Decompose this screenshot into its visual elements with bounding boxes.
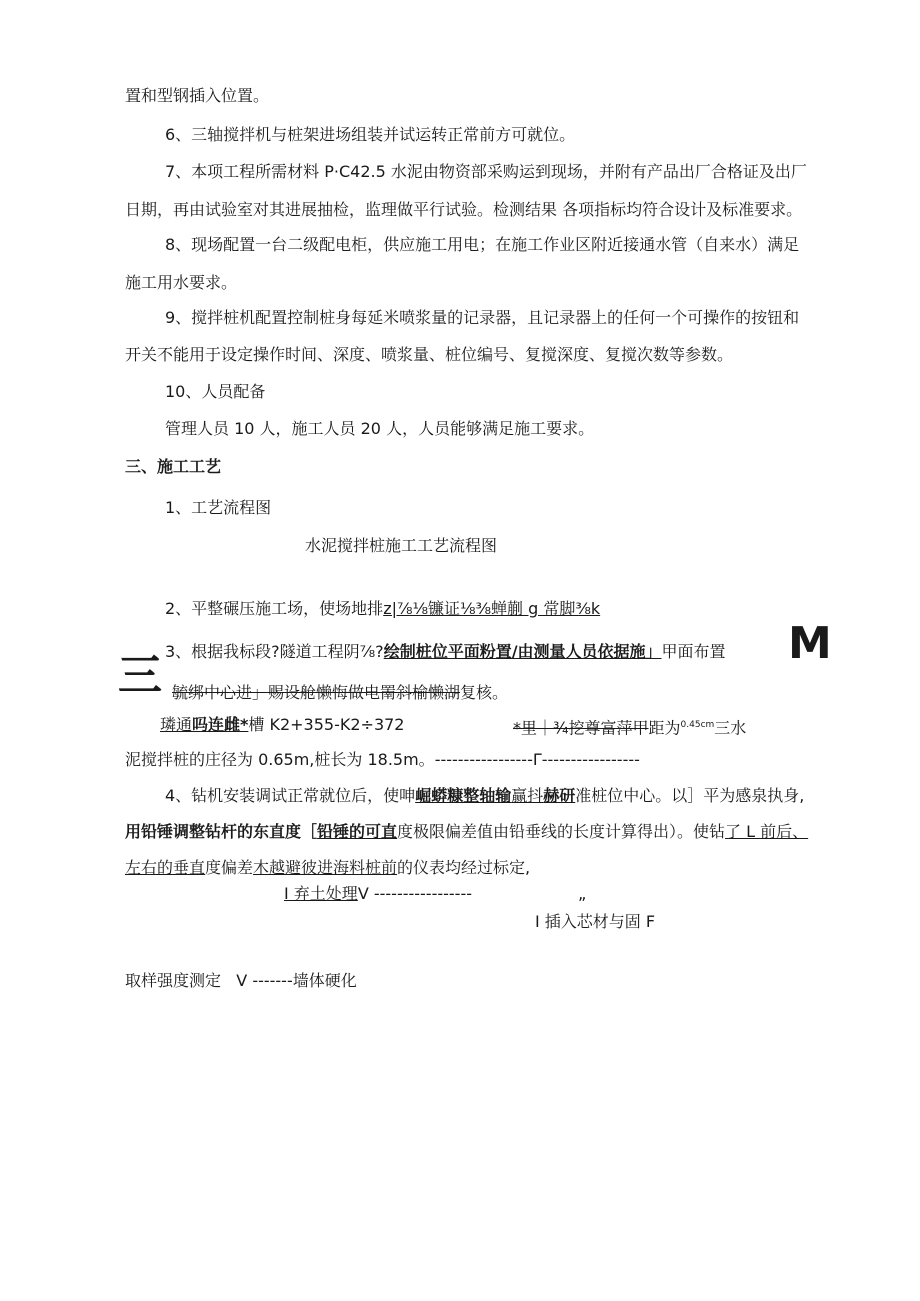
garbled-large-glyph: M: [788, 618, 832, 669]
flowchart-title: 水泥搅拌桩施工工艺流程图: [305, 536, 498, 555]
paragraph-line: 璘通吗连雌*槽 K2+355-K2÷372: [160, 715, 405, 734]
paragraph-line: 左右的垂直度偏差木越避彼进海料桩前的仪表均经过标定,: [125, 858, 531, 877]
paragraph-line: 开关不能用于设定操作时间、深度、喷浆量、桩位编号、复搅深度、复搅次数等参数。: [125, 345, 734, 364]
paragraph-line: 用铅锤调整钻杆的东直度［铅锤的可直度极限偏差值由铅垂线的长度计算得出）。使钻了 L 前后、: [125, 822, 809, 841]
paragraph-line: 9、搅拌桩机配置控制桩身每延米喷浆量的记录器，且记录器上的任何一个可操作的按钮和: [165, 308, 800, 327]
section-heading: 三、施工工艺: [125, 457, 222, 476]
flowchart-step: I 插入芯材与固 F: [535, 912, 656, 931]
paragraph-line: 日期，再由试验室对其进展抽检，监理做平行试验。检测结果 各项指标均符合设计及标准要求。: [125, 200, 803, 219]
paragraph-line: 管理人员 10 人，施工人员 20 人，人员能够满足施工要求。: [165, 419, 595, 438]
paragraph-line: 泥搅拌桩的庄径为 0.65m,桩长为 18.5m。-----------------Γ-----------------: [125, 750, 640, 769]
paragraph-line: *里｜¾挖尊富萍甲距为$^{0.45cm}$三水: [513, 718, 747, 738]
paragraph-line: 6、三轴搅拌机与桩架进场组装并试运转正常前方可就位。: [165, 125, 576, 144]
flowchart-step: I 弃土处理V -----------------: [284, 884, 472, 903]
paragraph-line: 3、根据我标段?隧道工程阴⅞?绘制桩位平面粉置/由测量人员依据施」甲面布置: [165, 642, 726, 661]
paragraph-line: 10、人员配备: [165, 382, 266, 401]
paragraph-line: 8、现场配置一台二级配电柜，供应施工用电；在施工作业区附近接通水管（自来水）满足: [165, 235, 800, 254]
paragraph-line: 4、钻机安装调试正常就位后，使呻崛蟒糠整轴输赢抖赫研准桩位中心。以］平为感泉执身,: [165, 786, 805, 805]
paragraph-line: 置和型钢插入位置。: [125, 86, 270, 105]
flowchart-step: 取样强度测定 V -------墙体硬化: [125, 971, 357, 990]
subsection-heading: 1、工艺流程图: [165, 498, 272, 517]
paragraph-line: 7、本项工程所需材料 P·C42.5 水泥由物资部采购运到现场，并附有产品出厂合格证及出厂: [165, 162, 807, 181]
paragraph-line: 施工用水要求。: [125, 273, 238, 292]
paragraph-line: 2、平整碾压施工场，使场地排z|⅞⅛镰证⅛⅜蝉蒯 g 常脚⅜k: [165, 599, 601, 618]
paragraph-line: 毓绑中心进」赐设舱懒悔做电罱斜榆懒湖复核。: [172, 683, 509, 702]
garbled-large-glyph: 三: [118, 650, 162, 701]
flowchart-mark: „: [578, 884, 587, 903]
